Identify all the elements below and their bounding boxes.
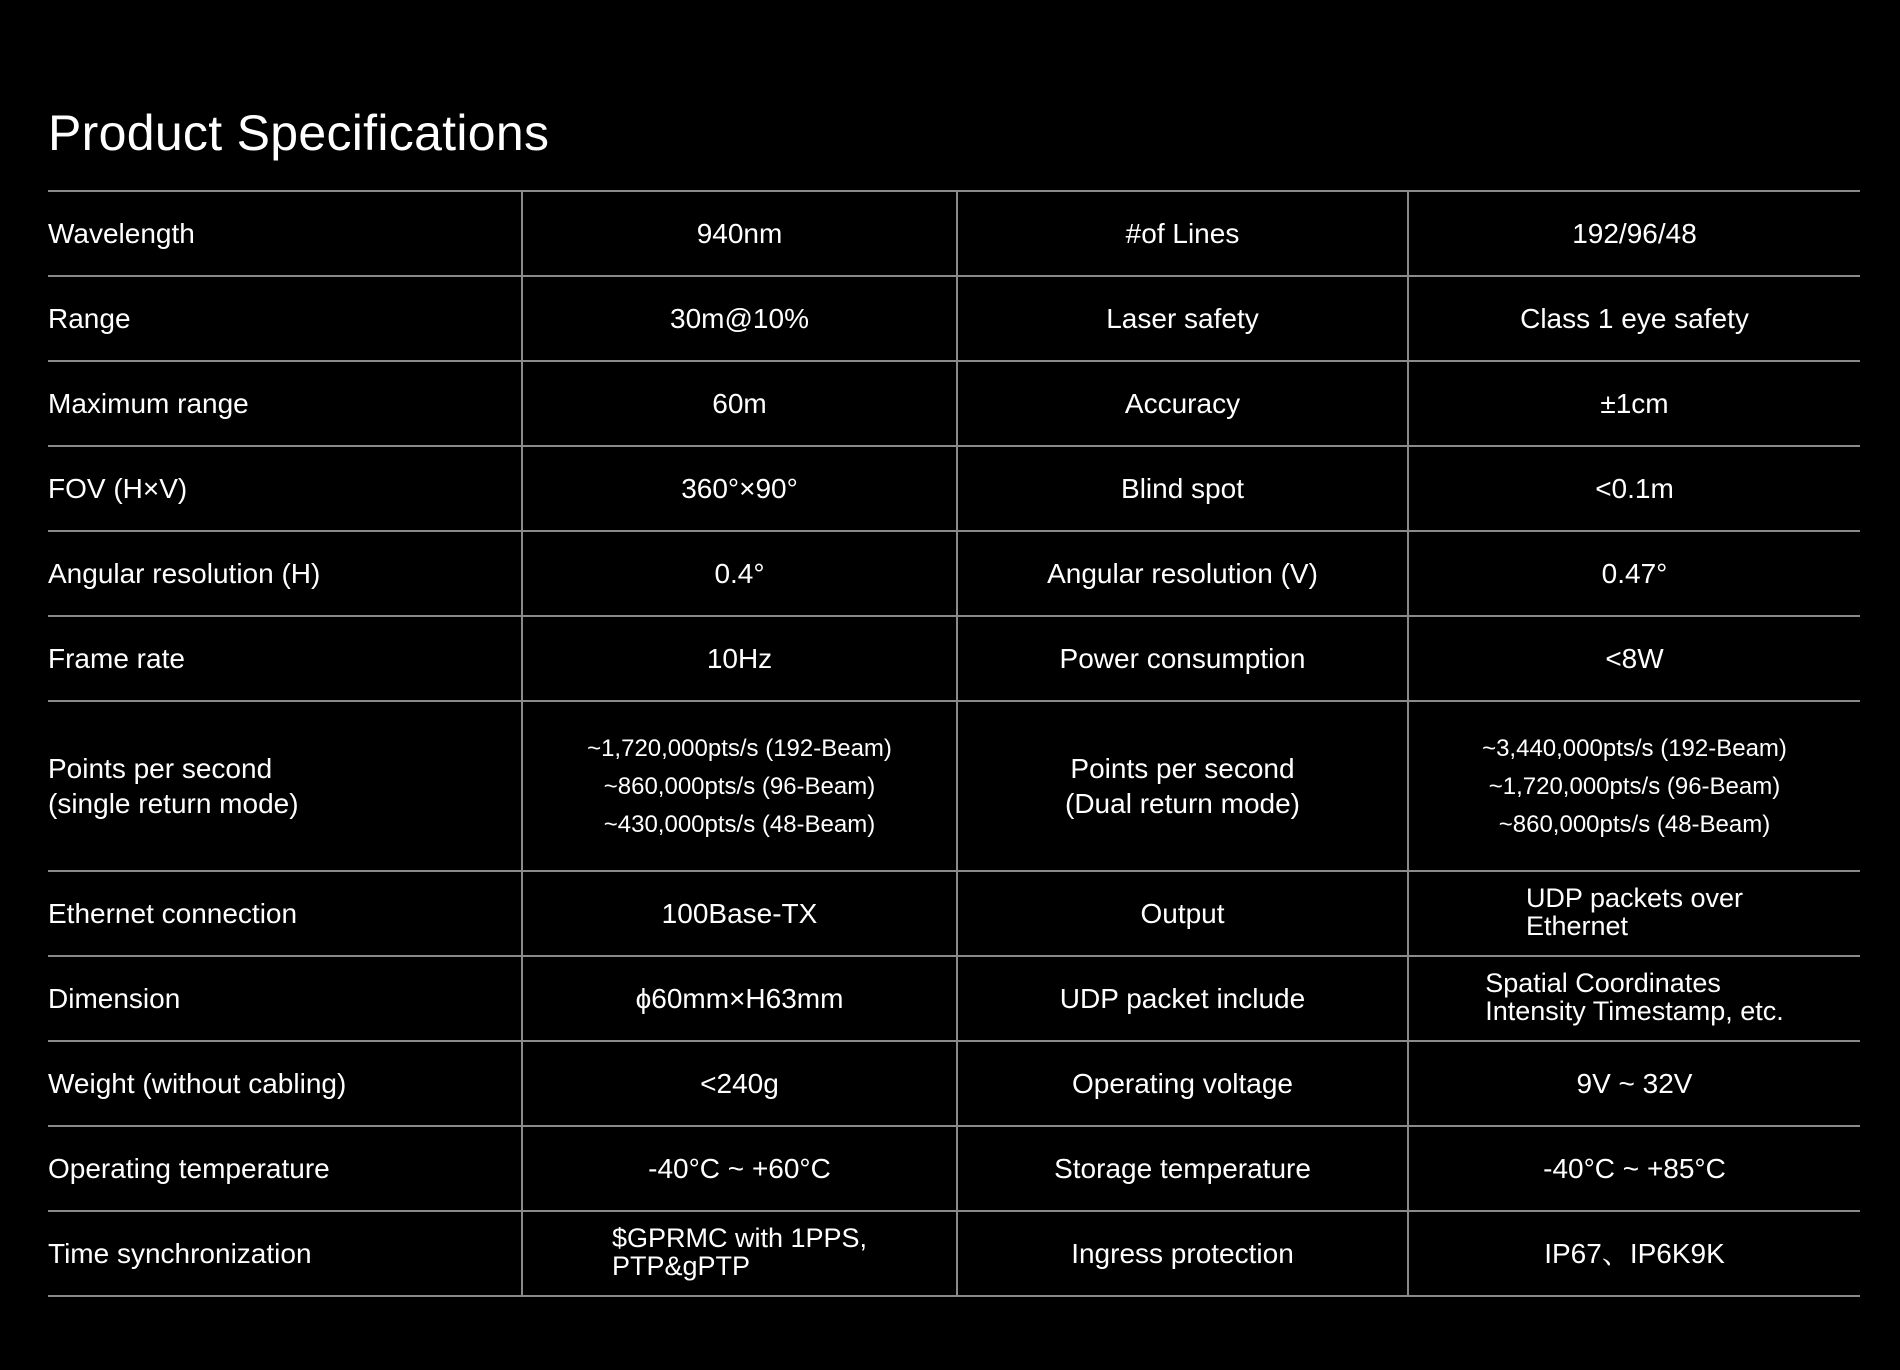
table-row [48, 531, 1860, 616]
spec-value: 0.47° [1408, 531, 1860, 616]
spec-label: FOV (H×V) [48, 446, 522, 531]
spec-value: -40°C ~ +85°C [1408, 1126, 1860, 1211]
spec-label: Ethernet connection [48, 871, 522, 956]
spec-label: Points per second (Dual return mode) [957, 701, 1408, 871]
spec-label: Range [48, 276, 522, 361]
table-row [48, 956, 1860, 1041]
spec-label: Points per second (single return mode) [48, 701, 522, 871]
spec-label: Maximum range [48, 361, 522, 446]
spec-label: Angular resolution (V) [957, 531, 1408, 616]
spec-value: IP67、IP6K9K [1408, 1211, 1860, 1296]
spec-label: Weight (without cabling) [48, 1041, 522, 1126]
spec-value: 30m@10% [522, 276, 957, 361]
table-row [48, 616, 1860, 701]
spec-value: ~1,720,000pts/s (192-Beam) ~860,000pts/s (96-Beam) ~430,000pts/s (48-Beam) [587, 735, 892, 838]
spec-label: Angular resolution (H) [48, 531, 522, 616]
spec-value: 10Hz [522, 616, 957, 701]
spec-value: 360°×90° [522, 446, 957, 531]
spec-label: Operating temperature [48, 1126, 522, 1211]
table-row [48, 1211, 1860, 1296]
spec-value: 0.4° [522, 531, 957, 616]
spec-value: 100Base-TX [522, 871, 957, 956]
table-row [48, 701, 1860, 871]
table-row [48, 446, 1860, 531]
spec-value: Spatial Coordinates Intensity Timestamp, etc. [1485, 967, 1784, 1027]
table-row [48, 191, 1860, 276]
spec-label: Power consumption [957, 616, 1408, 701]
spec-value: $GPRMC with 1PPS, PTP&gPTP [611, 1222, 868, 1282]
spec-label: Storage temperature [957, 1126, 1408, 1211]
table-row [48, 361, 1860, 446]
spec-value: ϕ60mm×H63mm [522, 956, 957, 1041]
table-row [48, 871, 1860, 956]
spec-label: #of Lines [957, 191, 1408, 276]
spec-value: Class 1 eye safety [1408, 276, 1860, 361]
specifications-table [48, 190, 1860, 1297]
spec-label: Frame rate [48, 616, 522, 701]
spec-label: Blind spot [957, 446, 1408, 531]
table-row [48, 1126, 1860, 1211]
spec-value: ±1cm [1408, 361, 1860, 446]
table-row [48, 276, 1860, 361]
spec-label: Dimension [48, 956, 522, 1041]
page-title: Product Specifications [48, 105, 550, 161]
spec-label: Accuracy [957, 361, 1408, 446]
spec-label: Operating voltage [957, 1041, 1408, 1126]
spec-value: 60m [522, 361, 957, 446]
spec-label: UDP packet include [957, 956, 1408, 1041]
spec-label: Output [957, 871, 1408, 956]
spec-value: 9V ~ 32V [1408, 1041, 1860, 1126]
spec-label: Time synchronization [48, 1211, 522, 1296]
spec-value: <0.1m [1408, 446, 1860, 531]
spec-value: 940nm [522, 191, 957, 276]
spec-value: UDP packets over Ethernet [1525, 882, 1744, 942]
table-row [48, 1041, 1860, 1126]
spec-value: <8W [1408, 616, 1860, 701]
spec-value: -40°C ~ +60°C [522, 1126, 957, 1211]
spec-value: 192/96/48 [1408, 191, 1860, 276]
spec-value: ~3,440,000pts/s (192-Beam) ~1,720,000pts/s (96-Beam) ~860,000pts/s (48-Beam) [1482, 735, 1787, 838]
spec-value: <240g [522, 1041, 957, 1126]
spec-label: Laser safety [957, 276, 1408, 361]
spec-label: Wavelength [48, 191, 522, 276]
spec-label: Ingress protection [957, 1211, 1408, 1296]
